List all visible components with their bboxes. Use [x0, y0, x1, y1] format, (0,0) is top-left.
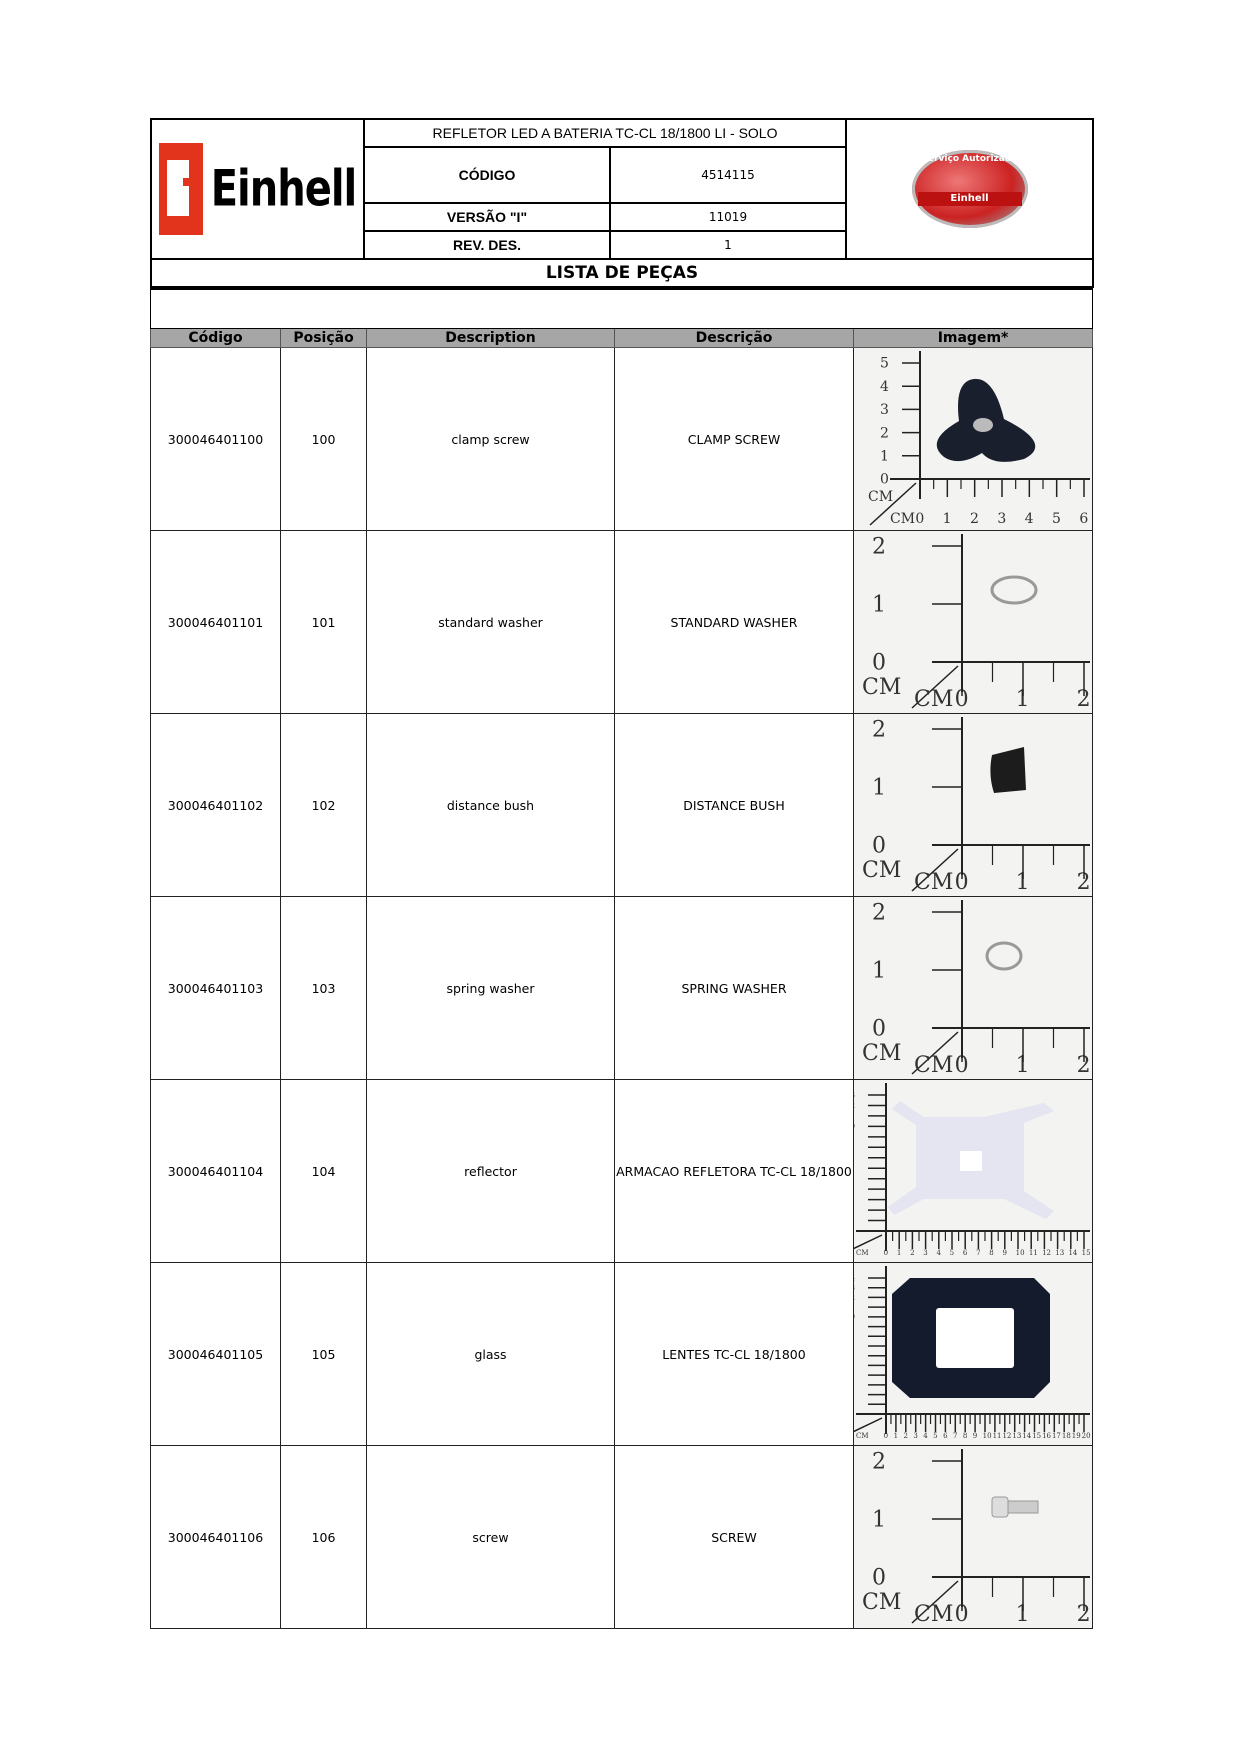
part-image-screw-icon: [854, 1446, 1093, 1629]
svg-text:CM: CM: [862, 1041, 902, 1066]
part-code: 300046401102: [151, 714, 281, 897]
rev-des-value: 1: [610, 231, 846, 259]
svg-text:11: 11: [992, 1432, 1002, 1440]
part-description-en: glass: [367, 1263, 615, 1446]
part-description-pt: LENTES TC-CL 18/1800: [615, 1263, 854, 1446]
svg-text:0: 0: [954, 870, 969, 895]
svg-text:CM: CM: [914, 870, 954, 895]
svg-text:CM: CM: [868, 489, 894, 505]
svg-text:14: 14: [1068, 1249, 1078, 1257]
list-title: LISTA DE PEÇAS: [151, 259, 1093, 287]
badge-arc-text: Serviço Autorizado: [921, 154, 1018, 164]
table-row: [151, 714, 1093, 897]
svg-text:15: 15: [1081, 1249, 1091, 1257]
svg-text:0: 0: [872, 1016, 886, 1042]
svg-text:5: 5: [880, 355, 889, 372]
svg-text:CM: CM: [856, 1249, 869, 1257]
part-position: 106: [281, 1446, 367, 1629]
einhell-logo: [152, 143, 363, 235]
svg-text:8: 8: [962, 1432, 968, 1440]
svg-text:0: 0: [872, 833, 886, 859]
svg-text:6: 6: [943, 1432, 948, 1440]
svg-text:11: [854, 1303, 855, 1311]
svg-text:0: 0: [872, 650, 886, 676]
svg-text:12: 12: [1002, 1432, 1012, 1440]
svg-text:CM: CM: [914, 1602, 954, 1627]
svg-text:0: 0: [954, 1602, 969, 1627]
svg-text:19: 19: [1071, 1432, 1081, 1440]
part-code: 300046401100: [151, 348, 281, 531]
svg-text:2: 2: [910, 1249, 915, 1257]
product-title: REFLETOR LED A BATERIA TC-CL 18/1800 LI - SOLO: [364, 119, 846, 147]
part-description-pt: SCREW: [615, 1446, 854, 1629]
part-position: 102: [281, 714, 367, 897]
svg-text:1: 1: [872, 1507, 886, 1533]
table-row: [151, 897, 1093, 1080]
svg-text:1: 1: [1015, 870, 1030, 895]
service-badge-cell: [846, 119, 1093, 259]
parts-table: [150, 288, 1093, 1629]
svg-text:10: 10: [982, 1432, 992, 1440]
svg-text:9: 9: [1002, 1249, 1007, 1257]
svg-text:10: [854, 1313, 855, 1321]
svg-text:CM: CM: [890, 511, 916, 527]
table-row: [151, 1080, 1093, 1263]
svg-text:5: 5: [949, 1249, 955, 1257]
svg-text:10: 10: [1015, 1249, 1025, 1257]
svg-text:1: 1: [872, 958, 886, 984]
svg-text:5: 5: [1052, 511, 1061, 527]
svg-text:8: 8: [989, 1249, 994, 1257]
svg-text:1: 1: [1015, 1602, 1030, 1627]
col-header-posicao: Posição: [281, 329, 367, 348]
svg-text:15: 15: [1032, 1432, 1042, 1440]
svg-text:14: [854, 1274, 855, 1282]
svg-text:11: [854, 1112, 855, 1120]
svg-text:4: 4: [923, 1432, 928, 1440]
part-image-washer-icon: [854, 531, 1093, 714]
svg-text:7: 7: [976, 1249, 981, 1257]
part-image-clamp-screw-knob-icon: [854, 348, 1093, 531]
svg-text:1: 1: [872, 775, 886, 801]
part-code: 300046401101: [151, 531, 281, 714]
svg-text:3: 3: [913, 1432, 918, 1440]
authorized-service-badge-icon: [912, 150, 1028, 228]
part-code: 300046401104: [151, 1080, 281, 1263]
svg-text:6: 6: [1079, 511, 1089, 527]
part-description-en: clamp screw: [367, 348, 615, 531]
part-image-spring-washer-icon: [854, 897, 1093, 1080]
svg-text:0: 0: [954, 687, 969, 712]
col-header-codigo: Código: [151, 329, 281, 348]
svg-text:0: 0: [880, 471, 889, 488]
table-row: [151, 531, 1093, 714]
svg-text:CM: CM: [862, 858, 902, 883]
svg-text:13: [854, 1091, 855, 1099]
col-header-descricao: Descrição: [615, 329, 854, 348]
svg-text:17: 17: [1051, 1432, 1061, 1440]
table-header-row: [151, 329, 1093, 348]
svg-text:11: 11: [1028, 1249, 1038, 1257]
svg-text:0: 0: [872, 1565, 886, 1591]
part-code: 300046401105: [151, 1263, 281, 1446]
svg-text:20: 20: [1081, 1432, 1091, 1440]
part-image-lens-glass-icon: [854, 1263, 1093, 1446]
svg-text:1: 1: [872, 592, 886, 618]
part-description-en: screw: [367, 1446, 615, 1629]
brand-logo-cell: [151, 119, 364, 259]
svg-text:12: [854, 1102, 855, 1110]
svg-text:0: 0: [915, 511, 925, 527]
part-position: 103: [281, 897, 367, 1080]
svg-text:2: 2: [872, 717, 886, 743]
svg-text:2: 2: [1076, 870, 1091, 895]
part-description-en: distance bush: [367, 714, 615, 897]
svg-text:1: 1: [1015, 1053, 1030, 1078]
svg-text:14: 14: [1022, 1432, 1032, 1440]
svg-text:2: 2: [1076, 687, 1091, 712]
part-description-pt: SPRING WASHER: [615, 897, 854, 1080]
svg-text:1: 1: [942, 511, 952, 527]
part-position: 100: [281, 348, 367, 531]
codigo-label: CÓDIGO: [364, 147, 610, 203]
svg-text:0: 0: [883, 1249, 889, 1257]
parts-list-sheet: [150, 118, 1092, 1629]
svg-text:4: 4: [880, 378, 889, 395]
svg-text:2: 2: [872, 900, 886, 926]
svg-text:18: 18: [1061, 1432, 1071, 1440]
codigo-value: 4514115: [610, 147, 846, 203]
svg-text:4: 4: [936, 1249, 941, 1257]
part-description-pt: ARMACAO REFLETORA TC-CL 18/1800: [615, 1080, 854, 1263]
svg-text:1: 1: [896, 1249, 902, 1257]
badge-band-text: Einhell: [918, 192, 1022, 206]
part-position: 101: [281, 531, 367, 714]
part-code: 300046401106: [151, 1446, 281, 1629]
svg-text:12: 12: [1042, 1249, 1051, 1257]
svg-text:2: 2: [872, 1449, 886, 1475]
svg-text:2: 2: [880, 425, 889, 442]
part-description-en: standard washer: [367, 531, 615, 714]
part-code: 300046401103: [151, 897, 281, 1080]
rev-des-label: REV. DES.: [364, 231, 610, 259]
part-position: 104: [281, 1080, 367, 1263]
svg-text:3: 3: [880, 402, 889, 419]
part-position: 105: [281, 1263, 367, 1446]
svg-text:CM: CM: [862, 675, 902, 700]
svg-text:CM: CM: [856, 1432, 869, 1440]
versao-value: 11019: [610, 203, 846, 231]
part-description-en: spring washer: [367, 897, 615, 1080]
svg-text:CM: CM: [862, 1590, 902, 1615]
svg-text:6: 6: [962, 1249, 968, 1257]
svg-text:7: 7: [952, 1432, 958, 1440]
svg-text:CM: CM: [914, 687, 954, 712]
blank-spacer-row: [151, 289, 1093, 329]
svg-text:4: 4: [1024, 511, 1034, 527]
svg-text:13: [854, 1284, 855, 1292]
svg-text:5: 5: [933, 1432, 938, 1440]
svg-text:12: [854, 1294, 855, 1302]
part-description-en: reflector: [367, 1080, 615, 1263]
svg-text:2: 2: [1076, 1053, 1091, 1078]
svg-text:3: 3: [997, 511, 1007, 527]
col-header-description: Description: [367, 329, 615, 348]
document-header: [150, 118, 1094, 288]
versao-label: VERSÃO "I": [364, 203, 610, 231]
part-description-pt: DISTANCE BUSH: [615, 714, 854, 897]
table-row: [151, 1263, 1093, 1446]
svg-text:13: 13: [1055, 1249, 1065, 1257]
part-description-pt: STANDARD WASHER: [615, 531, 854, 714]
svg-text:1: 1: [1015, 687, 1030, 712]
svg-text:2: 2: [970, 511, 979, 527]
einhell-e-mark-icon: [159, 143, 203, 235]
part-description-pt: CLAMP SCREW: [615, 348, 854, 531]
svg-text:CM: CM: [914, 1053, 954, 1078]
svg-text:10: [854, 1123, 855, 1131]
table-row: [151, 348, 1093, 531]
svg-text:0: 0: [954, 1053, 969, 1078]
svg-text:13: 13: [1012, 1432, 1022, 1440]
svg-text:1: 1: [893, 1432, 899, 1440]
svg-text:9: 9: [972, 1432, 978, 1440]
svg-text:1: 1: [880, 448, 889, 465]
part-image-reflector-frame-icon: [854, 1080, 1093, 1263]
svg-text:2: 2: [903, 1432, 908, 1440]
table-row: [151, 1446, 1093, 1629]
svg-text:2: 2: [1076, 1602, 1091, 1627]
svg-text:0: 0: [883, 1432, 889, 1440]
svg-text:3: 3: [923, 1249, 928, 1257]
brand-name: Einhell: [210, 160, 357, 218]
col-header-imagem: Imagem*: [854, 329, 1093, 348]
svg-text:2: 2: [872, 534, 886, 560]
part-image-bush-icon: [854, 714, 1093, 897]
svg-text:16: 16: [1042, 1432, 1051, 1440]
